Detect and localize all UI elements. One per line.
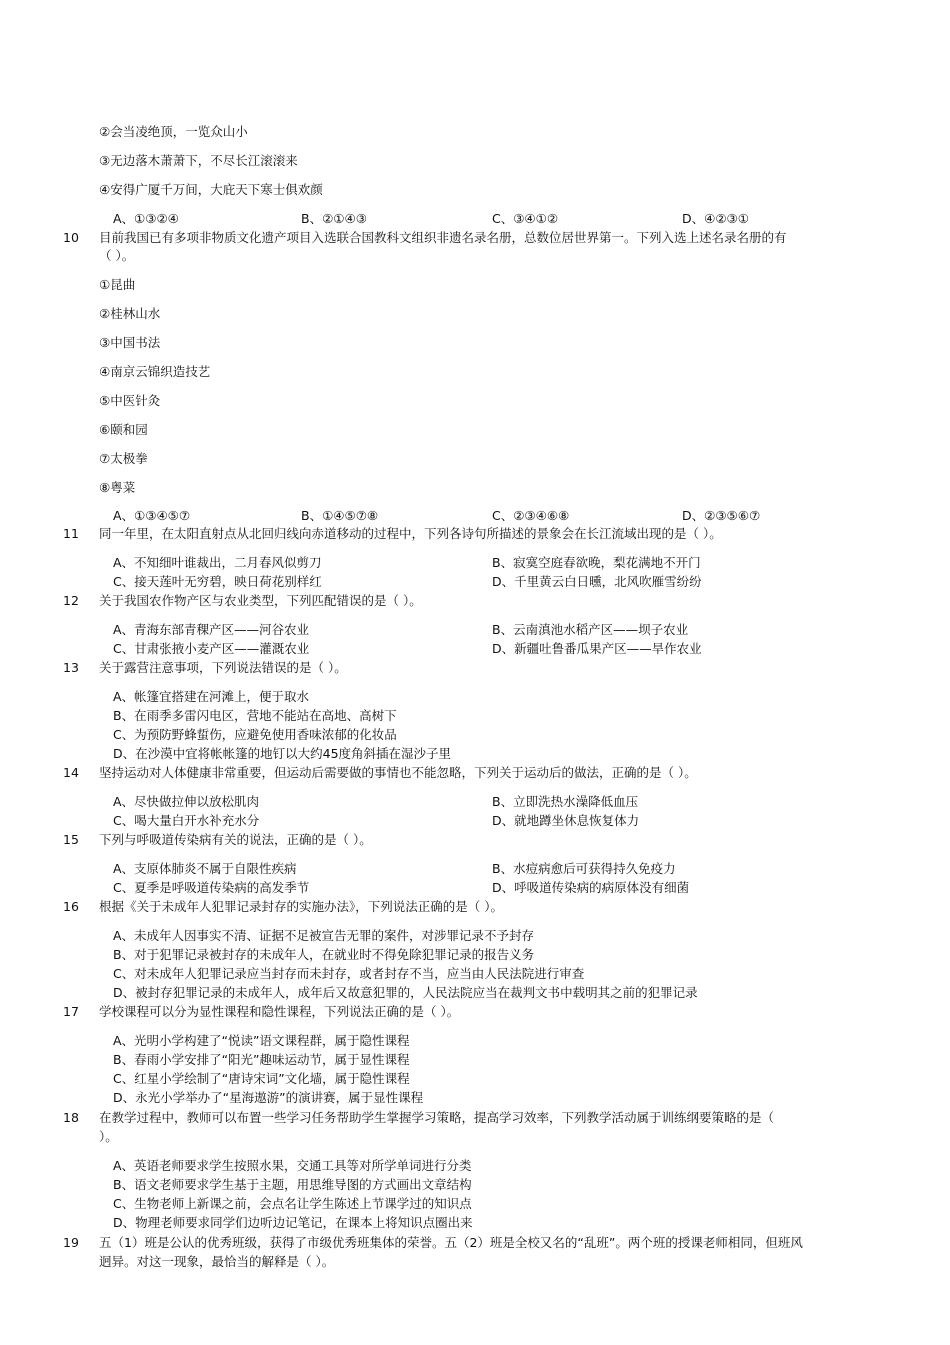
q10-option-c: C、②③④⑥⑧: [492, 508, 570, 523]
q15-option-c: C、夏季是呼吸道传染病的高发季节: [113, 880, 310, 895]
q14-option-c: C、喝大量白开水补充水分: [113, 813, 260, 828]
q15-option-a: A、支原体肺炎不属于自限性疾病: [113, 861, 297, 876]
question-stem: （ ）。: [99, 248, 135, 263]
question-stem: 坚持运动对人体健康非常重要，但运动后需要做的事情也不能忽略，下列关于运动后的做法，正确的是（ ）。: [99, 765, 697, 780]
question-stem: 目前我国已有多项非物质文化遗产项目入选联合国教科文组织非遗名录名册，总数位居世界第一。下列入选上述名录名册的有: [99, 230, 787, 245]
q9-option-a: A、①③②④: [113, 211, 179, 226]
question-number: 13: [63, 660, 79, 675]
q9-item: ③无边落木萧萧下，不尽长江滚滚来: [99, 153, 298, 168]
q11-option-b: B、寂寞空庭春欲晚，梨花满地不开门: [492, 555, 701, 570]
q16-option-d: D、被封存犯罪记录的未成年人，成年后又故意犯罪的，人民法院应当在裁判文书中载明其之前的犯罪记录: [113, 985, 698, 1000]
q17-option-a: A、光明小学构建了“悦读”语文课程群，属于隐性课程: [113, 1033, 410, 1048]
q9-option-c: C、③④①②: [492, 211, 559, 226]
question-stem: 学校课程可以分为显性课程和隐性课程，下列说法正确的是（ ）。: [99, 1004, 460, 1019]
q14-option-b: B、立即洗热水澡降低血压: [492, 794, 639, 809]
question-number: 14: [63, 765, 79, 780]
q10-item: ⑧粤菜: [99, 480, 136, 495]
q12-option-c: C、甘肃张掖小麦产区——灌溉农业: [113, 641, 310, 656]
q14-option-d: D、就地蹲坐休息恢复体力: [492, 813, 640, 828]
q12-option-b: B、云南滇池水稻产区——坝子农业: [492, 622, 689, 637]
question-stem: 根据《关于未成年人犯罪记录封存的实施办法》，下列说法正确的是（ ）。: [99, 899, 503, 914]
question-stem: 关于露营注意事项，下列说法错误的是（ ）。: [99, 660, 347, 675]
q12-option-a: A、青海东部青稞产区——河谷农业: [113, 622, 310, 637]
q13-option-b: B、在雨季多雷闪电区，营地不能站在高地、高树下: [113, 708, 397, 723]
question-stem: ）。: [99, 1129, 118, 1144]
question-stem: 同一年里，在太阳直射点从北回归线向赤道移动的过程中，下列各诗句所描述的景象会在长江流域出现的是（ ）。: [99, 526, 722, 541]
q10-item: ④南京云锦织造技艺: [99, 364, 211, 379]
q11-option-a: A、不知细叶谁裁出，二月春风似剪刀: [113, 555, 322, 570]
question-number: 18: [63, 1110, 79, 1125]
q17-option-c: C、红星小学绘制了“唐诗宋词”文化墙，属于隐性课程: [113, 1071, 410, 1086]
q10-item: ⑦太极拳: [99, 451, 148, 466]
q9-item: ④安得广厦千万间，大庇天下寒士俱欢颜: [99, 182, 323, 197]
q15-option-b: B、水痘病愈后可获得持久免疫力: [492, 861, 676, 876]
question-number: 17: [63, 1004, 79, 1019]
q18-option-b: B、语文老师要求学生基于主题，用思维导图的方式画出文章结构: [113, 1177, 472, 1192]
question-number: 15: [63, 832, 79, 847]
question-number: 11: [63, 526, 79, 541]
q14-option-a: A、尽快做拉伸以放松肌肉: [113, 794, 260, 809]
question-number: 10: [63, 230, 79, 245]
q18-option-c: C、生物老师上新课之前，会点名让学生陈述上节课学过的知识点: [113, 1196, 472, 1211]
q10-item: ⑥颐和园: [99, 422, 148, 437]
question-stem: 五（1）班是公认的优秀班级，获得了市级优秀班集体的荣誉。五（2）班是全校又名的“乱班”。两个班的授课老师相同，但班风: [99, 1235, 803, 1250]
q13-option-c: C、为预防野蜂蜇伤，应避免使用香味浓郁的化妆品: [113, 727, 397, 742]
q13-option-a: A、帐篷宜搭建在河滩上，便于取水: [113, 689, 310, 704]
q18-option-a: A、英语老师要求学生按照水果，交通工具等对所学单词进行分类: [113, 1158, 472, 1173]
q16-option-c: C、对未成年人犯罪记录应当封存而未封存，或者封存不当，应当由人民法院进行审查: [113, 966, 585, 981]
q9-option-d: D、④②③①: [682, 211, 749, 226]
q10-option-b: B、①④⑤⑦⑧: [301, 508, 379, 523]
q11-option-d: D、千里黄云白日曛，北风吹雁雪纷纷: [492, 574, 702, 589]
q9-option-b: B、②①④③: [301, 211, 367, 226]
q10-item: ②桂林山水: [99, 306, 161, 321]
q10-option-d: D、②③⑤⑥⑦: [682, 508, 761, 523]
q16-option-b: B、对于犯罪记录被封存的未成年人，在就业时不得免除犯罪记录的报告义务: [113, 947, 535, 962]
q12-option-d: D、新疆吐鲁番瓜果产区——旱作农业: [492, 641, 702, 656]
q10-option-a: A、①③④⑤⑦: [113, 508, 191, 523]
question-number: 19: [63, 1235, 79, 1250]
question-stem: 下列与呼吸道传染病有关的说法，正确的是（ ）。: [99, 832, 372, 847]
q17-option-b: B、春雨小学安排了“阳光”趣味运动节，属于显性课程: [113, 1052, 410, 1067]
question-number: 12: [63, 593, 79, 608]
q10-item: ③中国书法: [99, 335, 161, 350]
q16-option-a: A、未成年人因事实不清、证据不足被宣告无罪的案件，对涉罪记录不予封存: [113, 928, 535, 943]
question-stem: 迥异。对这一现象，最恰当的解释是（ ）。: [99, 1254, 335, 1269]
question-number: 16: [63, 899, 79, 914]
q11-option-c: C、接天莲叶无穷碧，映日荷花别样红: [113, 574, 322, 589]
question-stem: 在教学过程中，教师可以布置一些学习任务帮助学生掌握学习策略，提高学习效率，下列教学活动属于训练纲要策略的是（: [99, 1110, 775, 1125]
question-stem: 关于我国农作物产区与农业类型，下列匹配错误的是（ ）。: [99, 593, 422, 608]
q18-option-d: D、物理老师要求同学们边听边记笔记，在课本上将知识点圈出来: [113, 1215, 473, 1230]
q15-option-d: D、呼吸道传染病的病原体没有细菌: [492, 880, 690, 895]
q9-item: ②会当凌绝顶，一览众山小: [99, 124, 248, 139]
q17-option-d: D、永光小学举办了“星海遨游”的演讲赛，属于显性课程: [113, 1090, 424, 1105]
q13-option-d: D、在沙漠中宜将帐帐篷的地钉以大约45度角斜插在湿沙子里: [113, 746, 452, 761]
q10-item: ①昆曲: [99, 277, 136, 292]
q10-item: ⑤中医针灸: [99, 393, 161, 408]
